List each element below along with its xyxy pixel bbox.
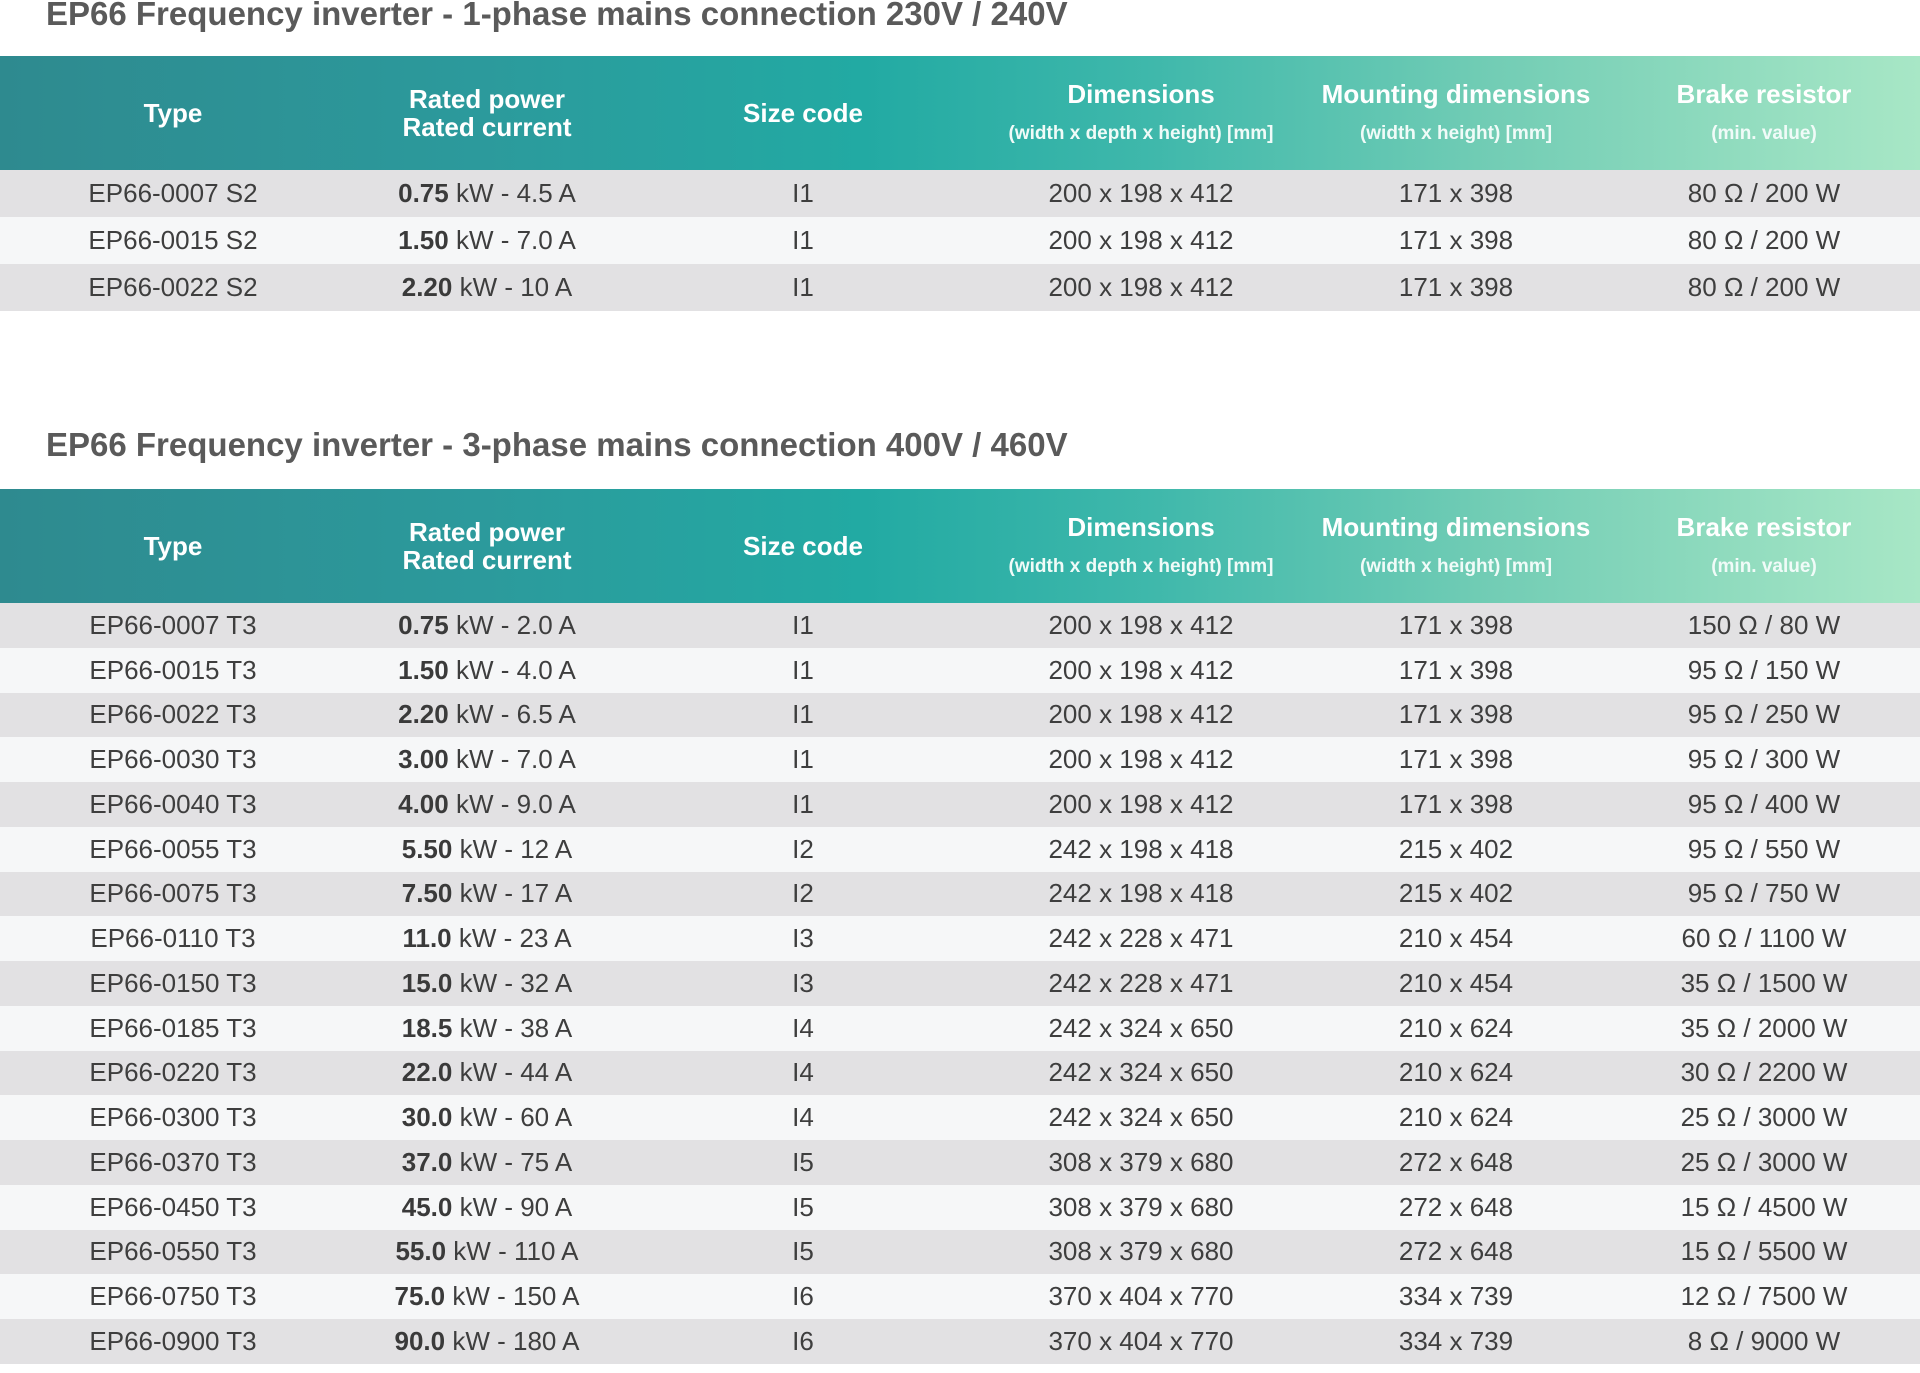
power-value: 15.0 — [401, 967, 453, 998]
power-unit-current: kW - 4.0 A — [448, 654, 576, 685]
cell-mounting: 171 x 398 — [1398, 654, 1514, 685]
cell-type: EP66-0022 T3 — [89, 699, 257, 730]
power-unit-current: kW - 150 A — [445, 1281, 580, 1312]
cell-power-current — [346, 1095, 628, 1140]
cell-brake-resistor: 80 Ω / 200 W — [1687, 178, 1841, 208]
cell-size-code: I1 — [792, 272, 814, 302]
cell-type: EP66-0185 T3 — [89, 1012, 257, 1043]
power-value: 0.75 — [398, 609, 449, 640]
cell-mounting: 215 x 402 — [1398, 878, 1514, 909]
cell-dimensions: 370 x 404 x 770 — [1048, 1281, 1234, 1312]
cell-type: EP66-0750 T3 — [89, 1281, 257, 1312]
table-row — [0, 737, 1920, 782]
cell-dimensions: 308 x 379 x 680 — [1048, 1191, 1234, 1222]
power-unit-current: kW - 7.0 A — [448, 744, 576, 775]
power-value: 2.20 — [401, 272, 453, 302]
power-value: 0.75 — [398, 178, 449, 208]
col-header-power: Rated power Rated current — [402, 517, 572, 575]
cell-dimensions: 242 x 324 x 650 — [1048, 1102, 1234, 1133]
cell-brake-resistor: 30 Ω / 2200 W — [1680, 1057, 1848, 1088]
cell-dimensions: 200 x 198 x 412 — [1048, 225, 1234, 255]
cell-size-code: I5 — [792, 1236, 814, 1267]
cell-brake-resistor: 95 Ω / 300 W — [1687, 744, 1841, 775]
table-row — [0, 170, 1920, 217]
cell-dimensions: 200 x 198 x 412 — [1048, 609, 1234, 640]
table-row — [0, 264, 1920, 311]
cell-dimensions: 200 x 198 x 412 — [1048, 788, 1234, 819]
section-title-1phase: EP66 Frequency inverter - 1-phase mains connection 230V / 240V — [46, 0, 1068, 32]
cell-mounting: 272 x 648 — [1398, 1236, 1514, 1267]
power-value: 3.00 — [398, 744, 449, 775]
spec-table-3phase — [0, 489, 1920, 1364]
power-unit-current: kW - 110 A — [446, 1236, 579, 1267]
cell-dimensions: 242 x 198 x 418 — [1048, 833, 1234, 864]
cell-mounting: 210 x 624 — [1398, 1012, 1514, 1043]
power-value: 18.5 — [401, 1012, 453, 1043]
power-unit-current: kW - 10 A — [452, 272, 573, 302]
col-header-power: Rated power Rated current — [402, 84, 572, 142]
power-value: 11.0 — [402, 923, 452, 954]
cell-dimensions: 200 x 198 x 412 — [1048, 178, 1234, 208]
cell-mounting: 272 x 648 — [1398, 1191, 1514, 1222]
power-value: 75.0 — [394, 1281, 446, 1312]
cell-power-current — [346, 1140, 628, 1185]
power-unit-current: kW - 60 A — [452, 1102, 573, 1133]
power-value: 55.0 — [395, 1236, 447, 1267]
cell-power-current — [346, 916, 628, 961]
cell-brake-resistor: 12 Ω / 7500 W — [1680, 1281, 1848, 1312]
cell-dimensions: 242 x 228 x 471 — [1048, 967, 1234, 998]
cell-brake-resistor: 25 Ω / 3000 W — [1680, 1102, 1848, 1133]
cell-power-current — [346, 1185, 628, 1230]
cell-power-current — [346, 1051, 628, 1096]
cell-type: EP66-0300 T3 — [89, 1102, 257, 1133]
power-value: 1.50 — [398, 225, 449, 255]
cell-brake-resistor: 95 Ω / 750 W — [1687, 878, 1841, 909]
table-row — [0, 916, 1920, 961]
cell-brake-resistor: 35 Ω / 1500 W — [1680, 967, 1848, 998]
cell-mounting: 334 x 739 — [1398, 1325, 1514, 1356]
col-header-size: Size code — [743, 98, 863, 128]
table-row — [0, 1230, 1920, 1275]
cell-type: EP66-0450 T3 — [89, 1191, 257, 1222]
col-header-mounting: Mounting dimensions (width x height) [mm] — [1321, 512, 1591, 577]
cell-dimensions: 370 x 404 x 770 — [1048, 1325, 1234, 1356]
cell-power-current — [346, 603, 628, 648]
table-row — [0, 1274, 1920, 1319]
cell-dimensions: 200 x 198 x 412 — [1048, 699, 1234, 730]
table-row — [0, 693, 1920, 738]
power-unit-current: kW - 180 A — [445, 1325, 580, 1356]
cell-brake-resistor: 60 Ω / 1100 W — [1681, 923, 1847, 954]
power-unit-current: kW - 6.5 A — [448, 699, 576, 730]
power-value: 22.0 — [401, 1057, 453, 1088]
cell-mounting: 171 x 398 — [1398, 225, 1514, 255]
cell-mounting: 210 x 454 — [1398, 967, 1514, 998]
table-row — [0, 648, 1920, 693]
cell-power-current — [346, 1006, 628, 1051]
cell-power-current — [346, 737, 628, 782]
cell-dimensions: 242 x 198 x 418 — [1048, 878, 1234, 909]
table-row — [0, 1319, 1920, 1364]
cell-type: EP66-0015 T3 — [89, 654, 257, 685]
cell-power-current — [346, 827, 628, 872]
cell-size-code: I4 — [792, 1012, 814, 1043]
cell-size-code: I1 — [792, 744, 814, 775]
cell-mounting: 210 x 624 — [1398, 1102, 1514, 1133]
cell-type: EP66-0030 T3 — [89, 744, 257, 775]
cell-mounting: 171 x 398 — [1398, 609, 1514, 640]
table-body — [0, 170, 1920, 311]
table-row — [0, 1185, 1920, 1230]
cell-mounting: 171 x 398 — [1398, 744, 1514, 775]
cell-mounting: 210 x 454 — [1398, 923, 1514, 954]
cell-size-code: I3 — [792, 967, 814, 998]
power-unit-current: kW - 2.0 A — [448, 609, 576, 640]
cell-brake-resistor: 95 Ω / 150 W — [1687, 654, 1841, 685]
table-row — [0, 827, 1920, 872]
cell-power-current — [346, 1319, 628, 1364]
cell-power-current — [346, 1274, 628, 1319]
cell-size-code: I6 — [792, 1325, 814, 1356]
table-header — [0, 56, 1920, 170]
cell-dimensions: 242 x 324 x 650 — [1048, 1057, 1234, 1088]
cell-dimensions: 242 x 324 x 650 — [1048, 1012, 1234, 1043]
cell-dimensions: 308 x 379 x 680 — [1048, 1146, 1234, 1177]
cell-size-code: I6 — [792, 1281, 814, 1312]
power-value: 30.0 — [401, 1102, 453, 1133]
power-value: 7.50 — [401, 878, 453, 909]
col-header-brake: Brake resistor (min. value) — [1676, 79, 1852, 144]
power-unit-current: kW - 23 A — [451, 923, 572, 954]
cell-dimensions: 308 x 379 x 680 — [1048, 1236, 1234, 1267]
cell-type: EP66-0900 T3 — [89, 1325, 257, 1356]
cell-power-current — [346, 782, 628, 827]
cell-type: EP66-0040 T3 — [89, 788, 257, 819]
cell-dimensions: 200 x 198 x 412 — [1048, 654, 1234, 685]
cell-mounting: 215 x 402 — [1398, 833, 1514, 864]
cell-power-current — [346, 1230, 628, 1275]
cell-brake-resistor: 95 Ω / 550 W — [1687, 833, 1841, 864]
power-unit-current: kW - 38 A — [452, 1012, 573, 1043]
cell-mounting: 171 x 398 — [1398, 178, 1514, 208]
table-row — [0, 1095, 1920, 1140]
power-unit-current: kW - 17 A — [452, 878, 573, 909]
power-value: 90.0 — [394, 1325, 446, 1356]
cell-brake-resistor: 15 Ω / 4500 W — [1680, 1191, 1848, 1222]
power-unit-current: kW - 12 A — [452, 833, 573, 864]
table-row — [0, 872, 1920, 917]
cell-power-current — [346, 693, 628, 738]
col-header-size: Size code — [743, 531, 863, 561]
cell-mounting: 171 x 398 — [1398, 699, 1514, 730]
cell-type: EP66-0110 T3 — [90, 923, 256, 954]
power-unit-current: kW - 9.0 A — [448, 788, 576, 819]
cell-size-code: I1 — [792, 609, 814, 640]
power-value: 4.00 — [398, 788, 449, 819]
col-header-mounting: Mounting dimensions (width x height) [mm] — [1321, 79, 1591, 144]
cell-type: EP66-0007 T3 — [89, 609, 257, 640]
power-unit-current: kW - 32 A — [452, 967, 573, 998]
table-header — [0, 489, 1920, 603]
spec-table-1phase — [0, 56, 1920, 311]
cell-type: EP66-0550 T3 — [89, 1236, 257, 1267]
cell-brake-resistor: 25 Ω / 3000 W — [1680, 1146, 1848, 1177]
cell-type: EP66-0015 S2 — [88, 225, 258, 255]
table-row — [0, 603, 1920, 648]
power-unit-current: kW - 7.0 A — [448, 225, 576, 255]
cell-power-current — [346, 170, 628, 217]
cell-size-code: I2 — [792, 878, 814, 909]
cell-power-current — [346, 648, 628, 693]
cell-size-code: I1 — [792, 788, 814, 819]
power-unit-current: kW - 44 A — [452, 1057, 573, 1088]
col-header-brake: Brake resistor (min. value) — [1676, 512, 1852, 577]
power-unit-current: kW - 90 A — [452, 1191, 573, 1222]
cell-brake-resistor: 80 Ω / 200 W — [1687, 225, 1841, 255]
cell-type: EP66-0220 T3 — [89, 1057, 257, 1088]
cell-brake-resistor: 15 Ω / 5500 W — [1680, 1236, 1848, 1267]
col-header-dimensions: Dimensions (width x depth x height) [mm] — [1008, 512, 1274, 577]
cell-size-code: I1 — [792, 225, 814, 255]
cell-brake-resistor: 150 Ω / 80 W — [1687, 609, 1841, 640]
table-row — [0, 961, 1920, 1006]
power-unit-current: kW - 4.5 A — [448, 178, 576, 208]
cell-type: EP66-0055 T3 — [89, 833, 257, 864]
cell-power-current — [346, 217, 628, 264]
cell-mounting: 210 x 624 — [1398, 1057, 1514, 1088]
cell-power-current — [346, 264, 628, 311]
table-row — [0, 1006, 1920, 1051]
cell-size-code: I2 — [792, 833, 814, 864]
cell-dimensions: 242 x 228 x 471 — [1048, 923, 1234, 954]
cell-type: EP66-0022 S2 — [88, 272, 258, 302]
col-header-type: Type — [143, 98, 203, 128]
cell-size-code: I5 — [792, 1191, 814, 1222]
power-unit-current: kW - 75 A — [452, 1146, 573, 1177]
cell-size-code: I1 — [792, 699, 814, 730]
table-row — [0, 1140, 1920, 1185]
cell-size-code: I4 — [792, 1102, 814, 1133]
power-value: 45.0 — [401, 1191, 453, 1222]
table-row — [0, 782, 1920, 827]
cell-brake-resistor: 95 Ω / 250 W — [1687, 699, 1841, 730]
power-value: 1.50 — [398, 654, 449, 685]
cell-power-current — [346, 872, 628, 917]
power-value: 5.50 — [401, 833, 453, 864]
cell-type: EP66-0007 S2 — [88, 178, 258, 208]
cell-brake-resistor: 80 Ω / 200 W — [1687, 272, 1841, 302]
cell-type: EP66-0075 T3 — [89, 878, 257, 909]
cell-size-code: I4 — [792, 1057, 814, 1088]
cell-mounting: 334 x 739 — [1398, 1281, 1514, 1312]
table-row — [0, 1051, 1920, 1096]
power-value: 37.0 — [401, 1146, 453, 1177]
cell-type: EP66-0370 T3 — [89, 1146, 257, 1177]
cell-size-code: I1 — [792, 178, 814, 208]
cell-mounting: 272 x 648 — [1398, 1146, 1514, 1177]
cell-brake-resistor: 35 Ω / 2000 W — [1680, 1012, 1848, 1043]
section-title-3phase: EP66 Frequency inverter - 3-phase mains connection 400V / 460V — [46, 426, 1068, 463]
cell-dimensions: 200 x 198 x 412 — [1048, 744, 1234, 775]
cell-power-current — [346, 961, 628, 1006]
cell-size-code: I1 — [792, 654, 814, 685]
cell-brake-resistor: 95 Ω / 400 W — [1687, 788, 1841, 819]
cell-size-code: I3 — [792, 923, 814, 954]
col-header-dimensions: Dimensions (width x depth x height) [mm] — [1008, 79, 1274, 144]
cell-mounting: 171 x 398 — [1398, 272, 1514, 302]
cell-type: EP66-0150 T3 — [89, 967, 257, 998]
cell-dimensions: 200 x 198 x 412 — [1048, 272, 1234, 302]
cell-mounting: 171 x 398 — [1398, 788, 1514, 819]
cell-brake-resistor: 8 Ω / 9000 W — [1687, 1325, 1841, 1356]
power-value: 2.20 — [398, 699, 449, 730]
table-row — [0, 217, 1920, 264]
col-header-type: Type — [143, 531, 203, 561]
cell-size-code: I5 — [792, 1146, 814, 1177]
table-body — [0, 603, 1920, 1364]
